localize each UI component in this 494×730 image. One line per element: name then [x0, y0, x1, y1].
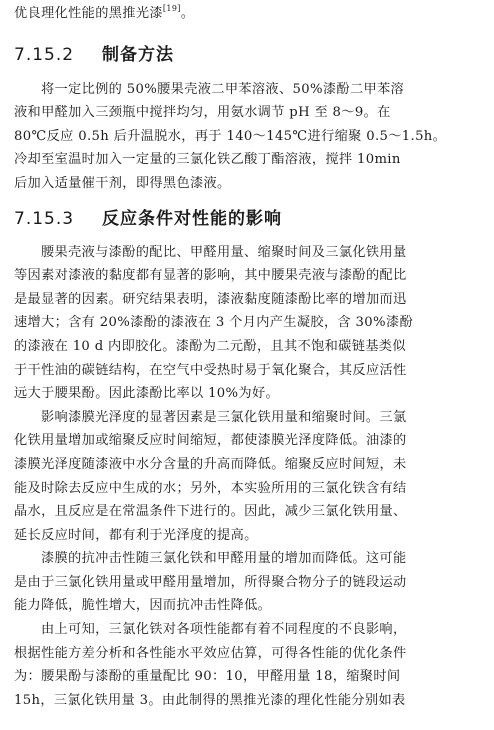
paragraph-line: 为：腰果酚与漆酚的重量配比 90：10，甲醛用量 18，缩聚时间: [14, 669, 401, 685]
paragraph-line: 80℃反应 0.5h 后升温脱水，再于 140～145℃进行缩聚 0.5～1.5h。: [14, 128, 447, 144]
paragraph-line: 由上可知，三氯化铁对各项性能都有着不同程度的不良影响，: [41, 622, 407, 638]
paragraph-line: 于干性油的碳链结构，在空气中受热时易于氧化聚合，其反应活性: [14, 362, 407, 378]
paragraph-line: 远大于腰果酚。因此漆酚比率以 10%为好。: [14, 386, 280, 402]
paragraph-line: 液和甲醛加入三颈瓶中搅拌均匀，用氨水调节 pH 至 8～9。在: [14, 105, 391, 121]
paragraph-line: 晶水，且反应是在常温条件下进行的。因此，减少三氯化铁用量、: [14, 504, 407, 520]
section-heading-7-15-3: [14, 207, 482, 231]
sentence-end: 。: [180, 6, 195, 21]
paragraph-line: 根据性能方差分析和各性能水平效应估算，可得各性能的优化条件: [14, 645, 407, 661]
continuation-line: [14, 0, 482, 26]
paragraph-line: 漆膜光泽度随漆液中水分含量的升高而降低。缩聚反应时间短，未: [14, 456, 407, 472]
paragraph-line: 腰果壳液与漆酚的配比、甲醛用量、缩聚时间及三氯化铁用量: [41, 244, 407, 260]
section-number: 7.15.2: [14, 44, 75, 65]
paragraph-line: 将一定比例的 50%腰果壳液二甲苯溶液、50%漆酚二甲苯溶: [41, 81, 405, 97]
paragraph-line: 是由于三氯化铁用量或甲醛用量增加，所得聚合物分子的链段运动: [14, 574, 407, 590]
paragraph-line: 能及时除去反应中生成的水；另外，本实验所用的三氯化铁含有结: [14, 480, 407, 496]
paragraph-line: 速增大；含有 20%漆酚的漆液在 3 个月内产生凝胶，含 30%漆酚: [14, 315, 413, 331]
section-title: 制备方法: [102, 44, 174, 65]
paragraph-line: 15h，三氯化铁用量 3。由此制得的黑推光漆的理化性能分别如表: [14, 692, 406, 708]
paragraph-line: 影响漆膜光泽度的显著因素是三氯化铁用量和缩聚时间。三氯: [41, 409, 407, 425]
paragraph-line: 能力降低，脆性增大，因而抗冲击性降低。: [14, 598, 272, 614]
paragraph-line: 漆膜的抗冲击性随三氯化铁和甲醛用量的增加而降低。这可能: [41, 551, 407, 567]
section-body-preparation: [14, 78, 482, 196]
section-heading-7-15-2: [14, 43, 482, 67]
continuation-text: 优良理化性能的黑推光漆: [14, 6, 163, 21]
paragraph-line: 是最显著的因素。研究结果表明，漆液黏度随漆酚比率的增加而迅: [14, 291, 407, 307]
paragraph-line: 冷却至室温时加入一定量的三氯化铁乙酸丁酯溶液，搅拌 10min: [14, 152, 401, 168]
section-title: 反应条件对性能的影响: [102, 208, 282, 229]
reference-marker: [19]: [162, 4, 181, 13]
paragraph-line: 后加入适量催干剂，即得黑色漆液。: [14, 175, 231, 191]
paragraph-line: 化铁用量增加或缩聚反应时间缩短，都使漆膜光泽度降低。油漆的: [14, 433, 407, 449]
paragraph-line: 延长反应时间，都有利于光泽度的提高。: [14, 527, 258, 543]
section-number: 7.15.3: [14, 208, 75, 229]
section-body-reaction-conditions: [14, 241, 482, 713]
paragraph-line: 等因素对漆液的黏度都有显著的影响，其中腰果壳液与漆酚的配比: [14, 268, 407, 284]
paragraph-line: 的漆液在 10 d 内即胶化。漆酚为二元酚，且其不饱和碳链基类似: [14, 338, 406, 354]
